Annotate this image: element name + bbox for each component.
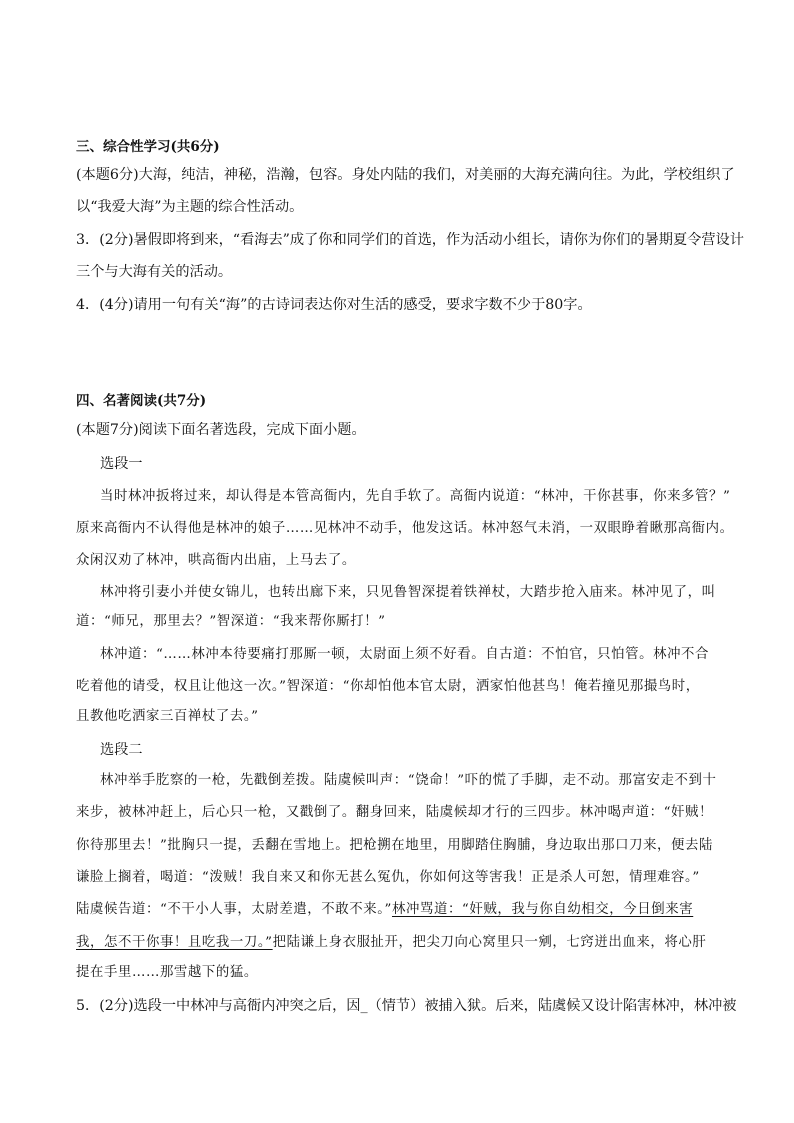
excerpt2-line6 [76,933,706,953]
excerpt1-p3-line1: 林冲道：“……林冲本待要痛打那厮一顿，太尉面上须不好看。自古道：不怕官，只怕管。林冲不合 [100,647,710,662]
excerpt1-p1-line3: 众闲汉劝了林冲，哄高衙内出庙，上马去了。 [76,553,356,568]
question4: 4．(4分)请用一句有关“海”的古诗词表达你对生活的感受，要求字数不少于80字。 [76,297,592,313]
excerpt1-p3-line2: 吃着他的请受，权且让他这一次。”智深道：“你却怕他本官太尉，洒家怕他甚鸟！俺若撞见那撮鸟时， [76,679,700,694]
excerpt2-line5 [76,900,693,920]
section4-heading: 四、名著阅读(共7分) [76,393,207,409]
excerpt2-line5-plain: 陆虞候告道：“不干小人事，太尉差遣，不敢不来。” [76,902,392,917]
excerpt2-line6-plain: 把陆谦上身衣服扯开，把尖刀向心窝里只一剜，七窍迸出血来，将心肝 [272,935,707,950]
section3-intro-line1: (本题6分)大海，纯洁，神秘，浩瀚，包容。身处内陆的我们，对美丽的大海充满向往。为此，学校组织了 [76,167,735,183]
excerpt2-line7: 提在手里……那雪越下的猛。 [76,965,258,980]
section4-intro: (本题7分)阅读下面名著选段，完成下面小题。 [76,422,366,438]
section3-intro-line2: 以“我爱大海”为主题的综合性活动。 [76,199,304,215]
excerpt2-title: 选段二 [100,742,143,758]
excerpt1-p2-line1: 林冲将引妻小并使女锦儿，也转出廊下来，只见鲁智深提着铁禅杖，大踏步抢入庙来。林冲见了，叫 [100,585,716,600]
excerpt1-p3-line3: 且教他吃洒家三百禅杖了去。” [76,709,259,724]
excerpt2-line2: 来步，被林冲赶上，后心只一枪，又戳倒了。翻身回来，陆虞候却才行的三四步。林冲喝声道：“奸贼！ [76,805,714,820]
excerpt2-line4: 谦脸上搁着，喝道：“泼贼！我自来又和你无甚么冤仇，你如何这等害我！正是杀人可恕，情理难容。” [76,870,700,885]
excerpt2-line6-underlined: 我，怎不干你事！且吃我一刀。” [76,935,273,950]
excerpt2-line1: 林冲举手肐察的一枪，先戳倒差拨。陆虞候叫声：“饶命！”吓的慌了手脚，走不动。那富安走不到十 [100,773,717,788]
excerpt1-title: 选段一 [100,456,143,472]
excerpt1-p1-line2: 原来高衙内不认得他是林冲的娘子……见林冲不动手，他发这话。林冲怒气未消，一双眼睁着瞅那高衙内。 [76,521,734,536]
question3-line2: 三个与大海有关的活动。 [76,264,233,280]
section3-heading: 三、综合性学习(共6分) [76,139,220,155]
excerpt1-p2-line2: 道：“师兄，那里去？”智深道：“我来帮你厮打！” [76,614,386,629]
question3-line1: 3．(2分)暑假即将到来，“看海去”成了你和同学们的首选，作为活动小组长，请你为你们的暑期夏令营设计 [76,232,744,248]
excerpt2-line3: 你待那里去！”批胸只一提，丢翻在雪地上。把枪搠在地里，用脚踏住胸脯，身边取出那口刀来，便去陆 [76,838,714,853]
excerpt2-line5-underlined: 林冲骂道：“奸贼，我与你自幼相交，今日倒来害 [391,902,694,917]
excerpt1-p1-line1: 当时林冲扳将过来，却认得是本管高衙内，先自手软了。高衙内说道：“林冲，干你甚事，你来多管？” [100,489,731,504]
question5: 5．(2分)选段一中林冲与高衙内冲突之后，因_（情节）被捕入狱。后来，陆虞候又设计陷害林冲，林冲被 [76,998,737,1014]
